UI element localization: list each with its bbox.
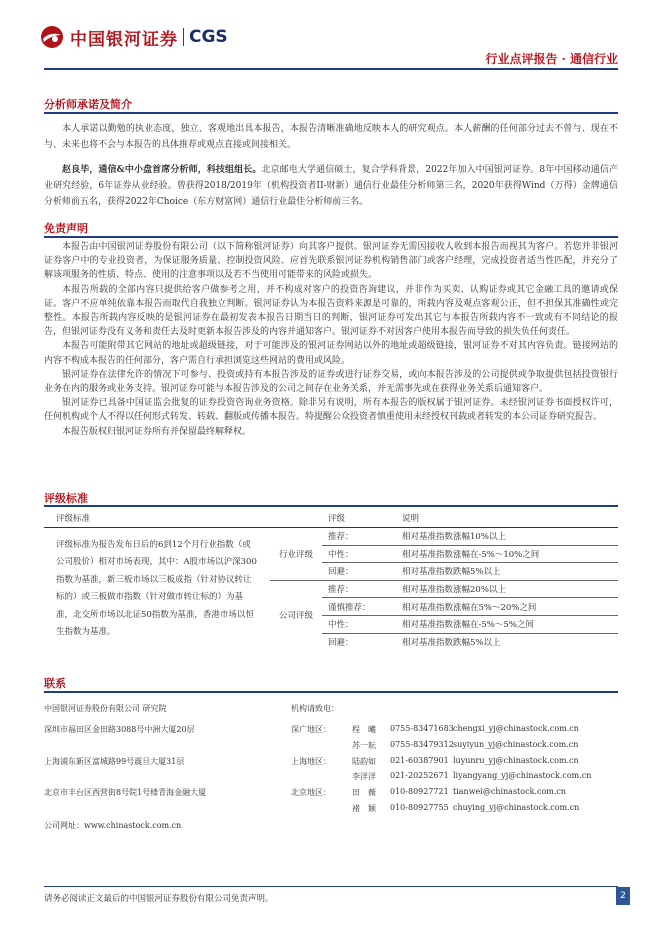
disclaimer-paragraph: 本报告版权归银河证券所有并保留最终解释权。 bbox=[62, 426, 252, 437]
contact-email[interactable]: chuying_yj@chinastock.com.cn bbox=[453, 803, 580, 812]
logo-divider bbox=[183, 28, 184, 46]
region-shenzhen: 深广地区： bbox=[291, 725, 331, 734]
rating-level: 回避： bbox=[322, 563, 396, 581]
contact-name: 褚 颖 bbox=[352, 804, 376, 813]
company-logo bbox=[40, 22, 228, 52]
address-shanghai: 上海浦东新区富城路99号震旦大厦31层 bbox=[44, 757, 185, 766]
contact-email[interactable]: tianwei@chinastock.com.cn bbox=[453, 787, 567, 796]
header-explanation: 说明 bbox=[396, 509, 618, 528]
header-criteria: 评级标准 bbox=[44, 509, 270, 528]
analyst-bio bbox=[44, 162, 618, 210]
disclaimer-paragraph: 银河证券在法律允许的情况下可参与、投资或持有本报告涉及的证券或进行证券交易，或向本报告涉及的公司提供或争取提供包括投资银行业务在内的服务或业务支持。银河证券可能与本报告涉及的公司之间存在业务关系，并无需事先或在获得业务关系后通知客户。 bbox=[44, 369, 618, 395]
contact-section-title: 联系 bbox=[44, 677, 66, 690]
rating-level: 推荐： bbox=[322, 528, 396, 546]
contact-email[interactable]: suyiyun_yj@chinastock.com.cn bbox=[453, 740, 579, 749]
rating-level: 谨慎推荐： bbox=[322, 598, 396, 616]
footer-disclaimer: 请务必阅读正文最后的中国银河证券股份有限公司免责声明。 bbox=[44, 894, 274, 904]
contact-email[interactable]: liyangyang_yj@chinastock.com.cn bbox=[453, 771, 592, 780]
industry-rating-label: 行业评级 bbox=[270, 528, 322, 581]
rating-explanation: 相对基准指数涨幅在-5%～10%之间 bbox=[396, 545, 618, 563]
contact-name: 陆韵如 bbox=[352, 757, 376, 766]
contact-name: 李洋洋 bbox=[352, 772, 376, 781]
company-website[interactable]: 公司网址：www.chinastock.com.cn bbox=[44, 821, 182, 830]
disclaimer-section-title: 免责声明 bbox=[44, 222, 88, 235]
rating-explanation: 相对基准指数涨幅在-5%～5%之间 bbox=[396, 615, 618, 633]
disclaimer-paragraph: 本报告所载的全部内容只提供给客户做参考之用，并不构成对客户的投资咨询建议，并非作为买卖、认购证券或其它金融工具的邀请或保证。客户不应单纯依靠本报告而取代自我独立判断。银河证券认为本报告资料来源是可靠的，所载内容及观点客观公正，但不担保其准确性或完整性。本报告所载内容反映的是银河证券在最初发表本报告日期当日的判断，银河证券可发出其它与本报告所载内容不一致或有不同结论的报告，但银河证券没有义务和责任去及时更新本报告涉及的内容并通知客户。银河证券不对因客户使用本报告而导致的损失负任何责任。 bbox=[44, 284, 618, 338]
rating-level: 中性： bbox=[322, 615, 396, 633]
address-beijing: 北京市丰台区西营街8号院1号楼青海金融大厦 bbox=[44, 788, 207, 797]
rating-section-rule bbox=[44, 505, 618, 507]
rating-description: 评级标准为报告发布日后的6到12个月行业指数（或公司股价）相对市场表现，其中：A股市场以沪深300指数为基准，新三板市场以三板成指（针对协议转让标的）或三板做市指数（针对做市转让标的）为基准，北交所市场以北证50指数为基准，香港市场以恒生指数为基准。 bbox=[56, 539, 257, 638]
disclaimer-paragraph: 本报告由中国银河证券股份有限公司（以下简称银河证券）向其客户提供。银河证券无需因接收人收到本报告而视其为客户。若您并非银河证券客户中的专业投资者，为保证服务质量、控制投资风险、应首先联系银河证券机构销售部门或客户经理，完成投资者适当性匹配，并充分了解该项服务的性质、特点、使用的注意事项以及若不当使用可能带来的风险或损失。 bbox=[44, 242, 618, 281]
header-divider bbox=[44, 68, 618, 70]
disclaimer-paragraph: 银河证券已具备中国证监会批复的证券投资咨询业务资格。除非另有说明，所有本报告的版权属于银河证券。未经银河证券书面授权许可，任何机构或个人不得以任何形式转发、转载、翻版或传播本报告。特提醒公众投资者慎重使用未经授权刊载或者转发的本公司证券研究报告。 bbox=[44, 398, 618, 423]
company-rating-label: 公司评级 bbox=[278, 611, 313, 622]
region-shanghai: 上海地区： bbox=[291, 757, 331, 766]
rating-level: 推荐： bbox=[322, 580, 396, 598]
analyst-section-title: 分析师承诺及简介 bbox=[44, 98, 132, 111]
region-beijing: 北京地区： bbox=[291, 788, 331, 797]
rating-explanation: 相对基准指数涨幅在5%～20%之间 bbox=[396, 598, 618, 616]
logo-en-text: CGS bbox=[189, 27, 228, 47]
contact-phone: 021-60387901 bbox=[390, 756, 449, 765]
contact-sales-label: 机构请致电： bbox=[291, 704, 339, 713]
contact-phone: 010-80927755 bbox=[390, 803, 449, 812]
rating-explanation: 相对基准指数涨幅10%以上 bbox=[396, 528, 618, 546]
contact-email[interactable]: luyunru_yj@chinastock.com.cn bbox=[453, 756, 579, 765]
disclaimer-paragraph: 本报告可能附带其它网站的地址或超级链接，对于可能涉及的银河证券网站以外的地址或超级链接，银河证券不对其内容负责。链接网站的内容不构成本报告的任何部分，客户需自行承担浏览这些网站的费用或风险。 bbox=[44, 341, 618, 366]
rating-table-header bbox=[44, 509, 618, 528]
address-shenzhen: 深圳市福田区金田路3088号中洲大厦20层 bbox=[44, 725, 195, 734]
contact-company: 中国银河证券股份有限公司 研究院 bbox=[44, 704, 167, 713]
logo-cn-text: 中国银河证券 bbox=[70, 29, 178, 50]
contact-phone: 021-20252671 bbox=[390, 771, 449, 780]
analyst-bio-text: 北京邮电大学通信硕士，复合学科背景，2022年加入中国银河证券。8年中国移动通信产业研究经验，6年证券从业经验。曾获得2018/2019年（机构投资者II-财新）通信行业最佳分析师第三名，2020年获得Wind（万得）金牌通信分析师前五名，获得2022年Choice（东方财富网）通信行业最佳分析师前三名。 bbox=[44, 165, 618, 207]
header-level: 评级 bbox=[322, 509, 396, 528]
contact-name: 苏一耘 bbox=[352, 741, 376, 750]
disclaimer-section-rule bbox=[44, 236, 618, 238]
contact-email[interactable]: chengxi_yj@chinastock.com.cn bbox=[453, 724, 579, 733]
rating-explanation: 相对基准指数跌幅5%以上 bbox=[402, 637, 501, 648]
contact-name: 田 薇 bbox=[352, 788, 376, 797]
contact-phone: 0755-83479312 bbox=[390, 740, 454, 749]
rating-section-title: 评级标准 bbox=[44, 492, 88, 505]
analyst-bio-name: 赵良毕，通信&中小盘首席分析师，科技组组长。 bbox=[62, 165, 262, 175]
page-number: 2 bbox=[616, 887, 630, 905]
rating-criteria-cell bbox=[44, 528, 270, 651]
rating-level: 回避： bbox=[328, 637, 354, 648]
rating-explanation: 相对基准指数涨幅20%以上 bbox=[396, 580, 618, 598]
analyst-commitment: 本人承诺以勤勉的执业态度，独立、客观地出具本报告，本报告清晰准确地反映本人的研究观点。本人薪酬的任何部分过去不曾与、现在不与、未来也将不会与本报告的具体推荐或观点直接或间接相关。 bbox=[44, 124, 618, 150]
report-category: 行业点评报告 · 通信行业 bbox=[485, 52, 618, 66]
analyst-section-rule bbox=[44, 112, 618, 114]
footer-divider bbox=[44, 886, 618, 887]
contact-phone: 010-80927721 bbox=[390, 787, 449, 796]
disclaimer-body bbox=[44, 240, 618, 439]
galaxy-logo-icon bbox=[40, 25, 64, 49]
rating-explanation: 相对基准指数跌幅5%以上 bbox=[396, 563, 618, 581]
contact-section-rule bbox=[44, 691, 618, 693]
rating-level: 中性： bbox=[322, 545, 396, 563]
contact-phone: 0755-83471683 bbox=[390, 724, 454, 733]
contact-name: 程 曦 bbox=[352, 725, 376, 734]
rating-table bbox=[44, 509, 618, 650]
